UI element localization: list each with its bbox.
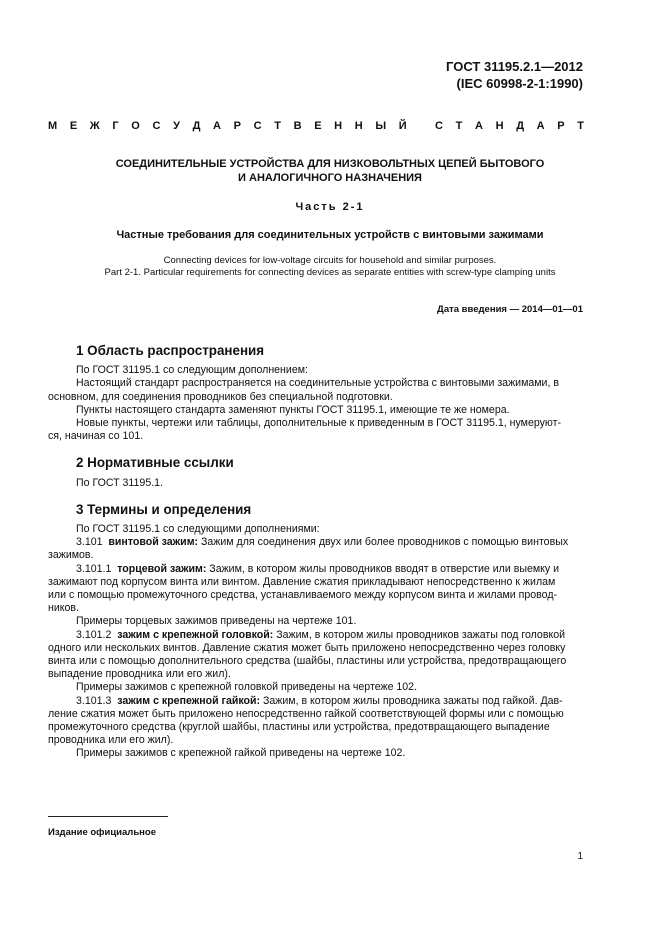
- paragraph: одного или нескольких винтов. Давление сжатия может быть приложено непосредственно через головку: [48, 641, 566, 654]
- term-3-101-2: [76, 629, 583, 642]
- banner-letter: Е: [69, 120, 78, 132]
- section-2-heading: 2 Нормативные ссылки: [76, 455, 234, 471]
- term-name: зажим с крепежной гайкой:: [117, 694, 261, 707]
- paragraph: Примеры торцевых зажимов приведены на чертеже 101.: [76, 615, 357, 628]
- paragraph: ление сжатия может быть приложено непосредственно гайкой соответствующей формы или с помощью: [48, 707, 564, 720]
- paragraph: Новые пункты, чертежи или таблицы, дополнительные к приведенным в ГОСТ 31195.1, нумеруют-: [76, 417, 561, 430]
- banner-letter: Н: [334, 120, 343, 132]
- banner-letter: А: [536, 120, 545, 132]
- banner-letter: А: [475, 120, 483, 132]
- paragraph: зажимают под корпусом винта или винтом. Давление сжатия прикладывают непосредственно к жилам: [48, 575, 556, 588]
- term-definition: Зажим, в котором жилы проводников вводят в отверстие или выемку и: [206, 562, 560, 575]
- banner-letter: Н: [495, 120, 504, 132]
- paragraph: ся, начиная со 101.: [48, 430, 144, 443]
- term-number: 3.101.2: [76, 628, 112, 641]
- term-definition: Зажим для соединения двух или более проводников с помощью винтовых: [198, 536, 569, 549]
- document-subtitle: Частные требования для соединительных устройств с винтовыми зажимами: [116, 229, 544, 241]
- term-definition: Зажим, в котором жилы проводника зажаты под гайкой. Дав-: [260, 694, 563, 707]
- paragraph: выпадение проводника или его жил).: [48, 668, 231, 681]
- title-line-2: И АНАЛОГИЧНОГО НАЗНАЧЕНИЯ: [238, 172, 422, 184]
- paragraph: Настоящий стандарт распространяется на соединительные устройства с винтовыми зажимами, в: [76, 377, 559, 390]
- paragraph: или с помощью промежуточного средства, устанавливаемого между корпусом винта и жилами провод-: [48, 589, 558, 602]
- banner-letter: Р: [233, 120, 241, 132]
- paragraph: По ГОСТ 31195.1 со следующим дополнением:: [76, 364, 308, 377]
- gost-code: ГОСТ 31195.2.1—2012: [446, 59, 583, 74]
- banner-letter: Д: [516, 120, 525, 132]
- banner-letter: О: [131, 120, 140, 132]
- term-definition: Зажим, в котором жилы проводников зажаты под головкой: [273, 628, 566, 641]
- term-number: 3.101: [76, 536, 103, 549]
- paragraph: По ГОСТ 31195.1.: [76, 476, 163, 489]
- paragraph: ников.: [48, 602, 79, 615]
- paragraph: проводника или его жил).: [48, 734, 174, 747]
- edition-label: Издание официальное: [48, 827, 156, 838]
- term-3-101: [76, 536, 583, 549]
- paragraph: основном, для соединения проводников без специальной подготовки.: [48, 390, 393, 403]
- term-name: винтовой зажим:: [108, 536, 199, 549]
- paragraph: Пункты настоящего стандарта заменяют пункты ГОСТ 31195.1, имеющие те же номера.: [76, 403, 510, 416]
- paragraph: Примеры зажимов с крепежной головкой приведены на чертеже 102.: [76, 681, 418, 694]
- banner-word-gap: [419, 120, 422, 132]
- banner-letter: М: [48, 120, 58, 132]
- banner-letter: С: [253, 120, 262, 132]
- part-label: Часть 2-1: [295, 201, 365, 213]
- term-name: зажим с крепежной головкой:: [117, 628, 274, 641]
- section-3-heading: 3 Термины и определения: [76, 501, 252, 517]
- banner-letter: Ж: [89, 120, 100, 132]
- standard-type-banner: [48, 120, 584, 132]
- paragraph: По ГОСТ 31195.1 со следующими дополнениями:: [76, 523, 320, 536]
- banner-letter: Т: [455, 120, 463, 132]
- paragraph: винта или с помощью дополнительного средства (шайбы, пластины или устройства, предотвращающего: [48, 655, 567, 668]
- title-line-1: СОЕДИНИТЕЛЬНЫЕ УСТРОЙСТВА ДЛЯ НИЗКОВОЛЬТНЫХ ЦЕПЕЙ БЫТОВОГО: [115, 158, 545, 170]
- banner-letter: Ы: [375, 120, 387, 132]
- english-title-line-1: Connecting devices for low-voltage circuits for household and similar purposes.: [163, 255, 497, 266]
- banner-letter: Й: [398, 120, 407, 132]
- banner-letter: Е: [314, 120, 322, 132]
- term-name: торцевой зажим:: [117, 562, 207, 575]
- standard-designation: [446, 58, 583, 92]
- document-body: [48, 343, 583, 761]
- footer-divider: [48, 816, 168, 817]
- banner-letter: Р: [557, 120, 565, 132]
- banner-letter: С: [435, 120, 443, 132]
- term-number: 3.101.1: [76, 562, 112, 575]
- section-1-heading: 1 Область распространения: [76, 343, 265, 358]
- banner-letter: В: [293, 120, 302, 132]
- paragraph: зажимов.: [48, 549, 94, 562]
- term-number: 3.101.3: [76, 694, 112, 707]
- banner-letter: У: [173, 120, 180, 132]
- introduction-date: Дата введения — 2014—01—01: [437, 304, 583, 315]
- banner-letter: С: [152, 120, 161, 132]
- english-title-line-2: Part 2-1. Particular requirements for connecting devices as separate entities with screw-type clamping units: [104, 267, 556, 278]
- banner-letter: А: [213, 120, 221, 132]
- document-title: [60, 157, 600, 185]
- page-number: 1: [577, 851, 583, 862]
- banner-letter: Т: [577, 120, 584, 132]
- paragraph: промежуточного средства (круглой шайбы, пластины или устройства, предотвращающего выпадение: [48, 721, 550, 734]
- term-3-101-3: [76, 695, 583, 708]
- banner-letter: Т: [274, 120, 281, 132]
- term-3-101-1: [76, 563, 583, 576]
- banner-letter: Д: [192, 120, 201, 132]
- paragraph: Примеры зажимов с крепежной гайкой приведены на чертеже 102.: [76, 747, 406, 760]
- english-title: [60, 255, 600, 279]
- iec-code: (IEC 60998-2-1:1990): [456, 76, 583, 91]
- banner-letter: Н: [354, 120, 363, 132]
- banner-letter: Г: [112, 120, 119, 132]
